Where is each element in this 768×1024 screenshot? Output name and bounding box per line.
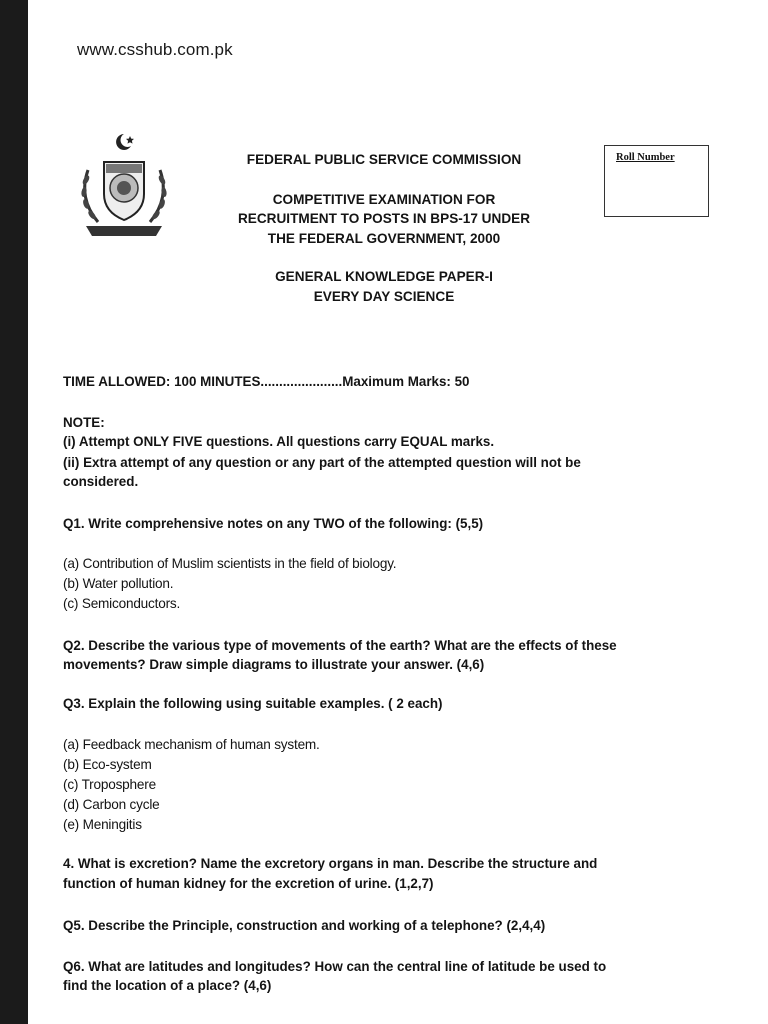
question-2-line: Q2. Describe the various type of movements of the earth? What are the effects of these (63, 638, 617, 653)
source-url: www.csshub.com.pk (77, 40, 233, 59)
question-3-part: (c) Troposphere (63, 777, 156, 792)
paper-title-line: GENERAL KNOWLEDGE PAPER-I (275, 269, 493, 284)
note-item: considered. (63, 474, 139, 489)
left-edge-bar (0, 0, 28, 1024)
question-1-part: (b) Water pollution. (63, 576, 174, 591)
question-3-part: (b) Eco-system (63, 757, 152, 772)
question-4-line: 4. What is excretion? Name the excretory organs in man. Describe the structure and (63, 856, 598, 871)
note-item: (i) Attempt ONLY FIVE questions. All questions carry EQUAL marks. (63, 434, 495, 449)
question-4-line: function of human kidney for the excretion of urine. (1,2,7) (63, 876, 434, 891)
question-1: Q1. Write comprehensive notes on any TWO of the following: (5,5) (63, 516, 484, 531)
paper-title-line: EVERY DAY SCIENCE (313, 288, 455, 304)
exam-title-line: THE FEDERAL GOVERNMENT, 2000 (267, 230, 501, 246)
question-6-line: find the location of a place? (4,6) (63, 978, 272, 993)
question-5: Q5. Describe the Principle, construction and working of a telephone? (2,4,4) (63, 918, 546, 933)
note-heading: NOTE: (63, 415, 105, 430)
question-1-part: (a) Contribution of Muslim scientists in the field of biology. (63, 556, 397, 571)
exam-header (206, 150, 562, 306)
question-3: Q3. Explain the following using suitable examples. ( 2 each) (63, 696, 443, 711)
roll-number-box (604, 145, 709, 217)
exam-title-line: RECRUITMENT TO POSTS IN BPS-17 UNDER (237, 211, 531, 226)
question-6-line: Q6. What are latitudes and longitudes? How can the central line of latitude be used to (63, 959, 607, 974)
question-3-part: (d) Carbon cycle (63, 797, 160, 812)
question-3-part: (e) Meningitis (63, 817, 142, 832)
note-item: (ii) Extra attempt of any question or any part of the attempted question will not be (63, 455, 581, 470)
exam-paper-page (28, 0, 768, 1024)
time-and-marks: TIME ALLOWED: 100 MINUTES......................Maximum Marks: 50 (63, 374, 470, 389)
question-2-line: movements? Draw simple diagrams to illustrate your answer. (4,6) (63, 657, 485, 672)
exam-title-line: COMPETITIVE EXAMINATION FOR (272, 191, 496, 207)
fpsc-emblem-icon (68, 128, 180, 246)
roll-number-label: Roll Number (616, 152, 675, 163)
question-3-part: (a) Feedback mechanism of human system. (63, 737, 320, 752)
commission-name: FEDERAL PUBLIC SERVICE COMMISSION (246, 152, 522, 167)
question-1-part: (c) Semiconductors. (63, 596, 181, 611)
